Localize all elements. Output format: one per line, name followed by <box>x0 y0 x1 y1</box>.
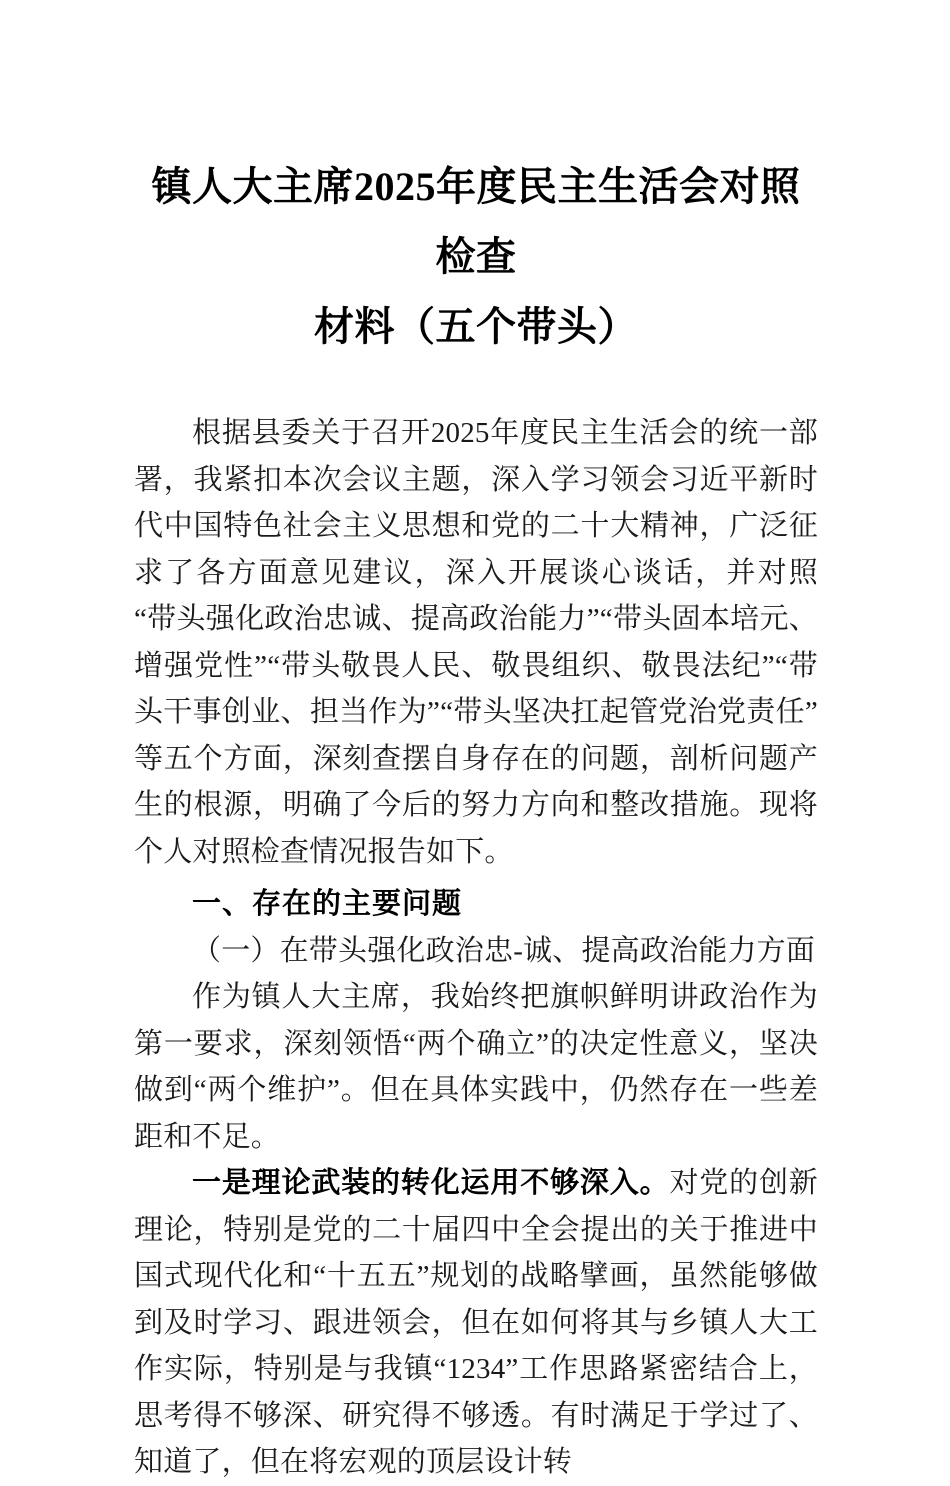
paragraph-political-stance: 作为镇人大主席，我始终把旗帜鲜明讲政治作为第一要求，深刻领悟“两个确立”的决定性意义，坚决做到“两个维护”。但在具体实践中，仍然存在一些差距和不足。 <box>134 981 818 1153</box>
heading-level1-main-problems: 一、存在的主要问题 <box>192 888 463 920</box>
opening-paragraph: 根据县委关于召开2025年度民主生活会的统一部署，我紧扣本次会议主题，深入学习领会习近平新时代中国特色社会主义思想和党的二十大精神，广泛征求了各方面意见建议，深入开展谈心谈话，并对照“带头强化政治忠诚、提高政治能力”“带头固本培元、增强党性”“带头敬畏人民、敬畏组织、敬畏法纪”“带头干事创业、担当作为”“带头坚决扛起管党治党责任”等五个方面，深刻查摆自身存在的问题，剖析问题产生的根源，明确了今后的努力方向和整改措施。现将个人对照检查情况报告如下。 <box>134 417 818 868</box>
title-line-1: 镇人大主席2025年度民主生活会对照检查 <box>151 164 801 279</box>
issue-one-body: 对党的创新理论，特别是党的二十届四中全会提出的关于推进中国式现代化和“十五五”规划的战略擘画，虽然能够做到及时学习、跟进领会，但在如何将其与乡镇人大工作实际，特别是与我镇“1234”工作思路紧密结合上，思考得不够深、研究得不够透。有时满足于学过了、知道了，但在将宏观的顶层设计转 <box>134 1167 818 1478</box>
paragraph-issue-one <box>134 1160 818 1486</box>
issue-one-lead-in: 一是理论武装的转化运用不够深入。 <box>192 1167 670 1199</box>
page-title <box>134 0 818 362</box>
heading-level2-political-loyalty: （一）在带头强化政治忠-诚、提高政治能力方面 <box>192 934 816 967</box>
title-line-2: 材料（五个带头） <box>314 304 638 349</box>
